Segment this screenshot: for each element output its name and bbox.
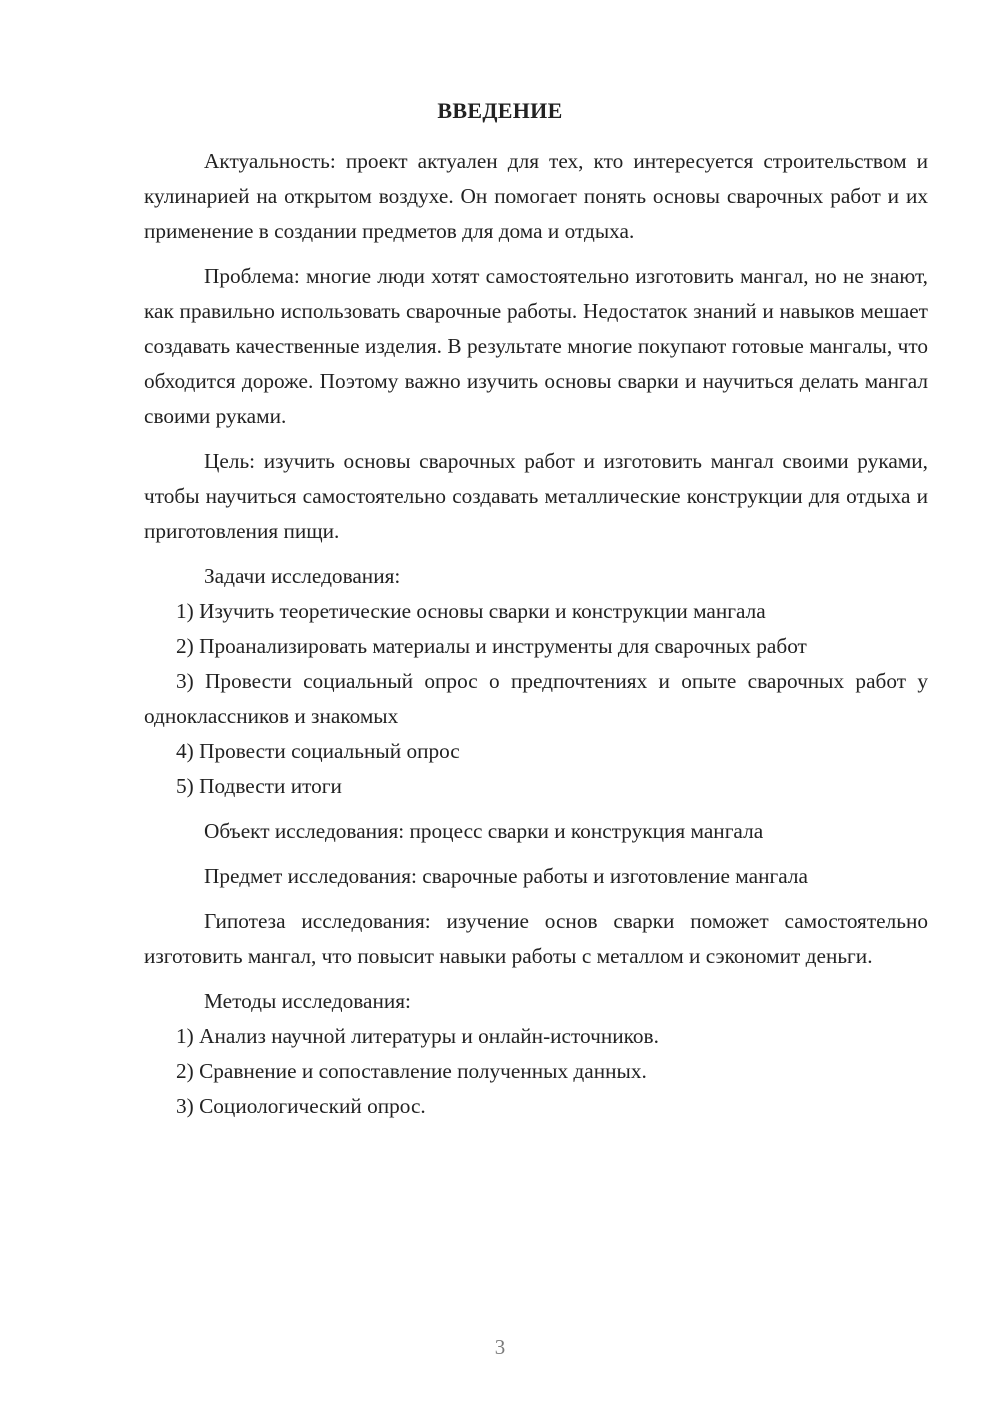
task-item: 3) Провести социальный опрос о предпочтениях и опыте сварочных работ у одноклассников и знакомых (144, 669, 928, 728)
method-item: 3) Социологический опрос. (176, 1094, 426, 1118)
research-object: Объект исследования: процесс сварки и конструкция мангала (204, 819, 764, 843)
task-item: 1) Изучить теоретические основы сварки и конструкции мангала (176, 599, 766, 623)
document-body (144, 144, 928, 1124)
page-number: 3 (494, 1335, 506, 1359)
methods-heading: Методы исследования: (204, 989, 411, 1013)
page-title: ВВЕДЕНИЕ (437, 98, 563, 123)
method-item: 2) Сравнение и сопоставление полученных данных. (176, 1059, 647, 1083)
research-subject: Предмет исследования: сварочные работы и изготовление мангала (204, 864, 808, 888)
paragraph-goal: Цель: изучить основы сварочных работ и изготовить мангал своими руками, чтобы научиться самостоятельно создавать металлические конструкции для отдыха и приготовления пищи. (144, 449, 928, 543)
paragraph-relevance: Актуальность: проект актуален для тех, кто интересуется строительством и кулинарией на открытом воздухе. Он помогает понять основы сварочных работ и их применение в создании предметов для дома и отдыха. (144, 149, 928, 243)
task-item: 2) Проанализировать материалы и инструменты для сварочных работ (176, 634, 807, 658)
task-item: 5) Подвести итоги (176, 774, 342, 798)
method-item: 1) Анализ научной литературы и онлайн-источников. (176, 1024, 659, 1048)
research-hypothesis: Гипотеза исследования: изучение основ сварки поможет самостоятельно изготовить мангал, что повысит навыки работы с металлом и сэкономит деньги. (144, 909, 928, 968)
tasks-heading: Задачи исследования: (204, 564, 401, 588)
paragraph-problem: Проблема: многие люди хотят самостоятельно изготовить мангал, но не знают, как правильно использовать сварочные работы. Недостаток знаний и навыков мешает создавать качественные изделия. В результате многие покупают готовые мангалы, что обходится дороже. Поэтому важно изучить основы сварки и научиться делать мангал своими руками. (144, 264, 928, 428)
task-item: 4) Провести социальный опрос (176, 739, 460, 763)
